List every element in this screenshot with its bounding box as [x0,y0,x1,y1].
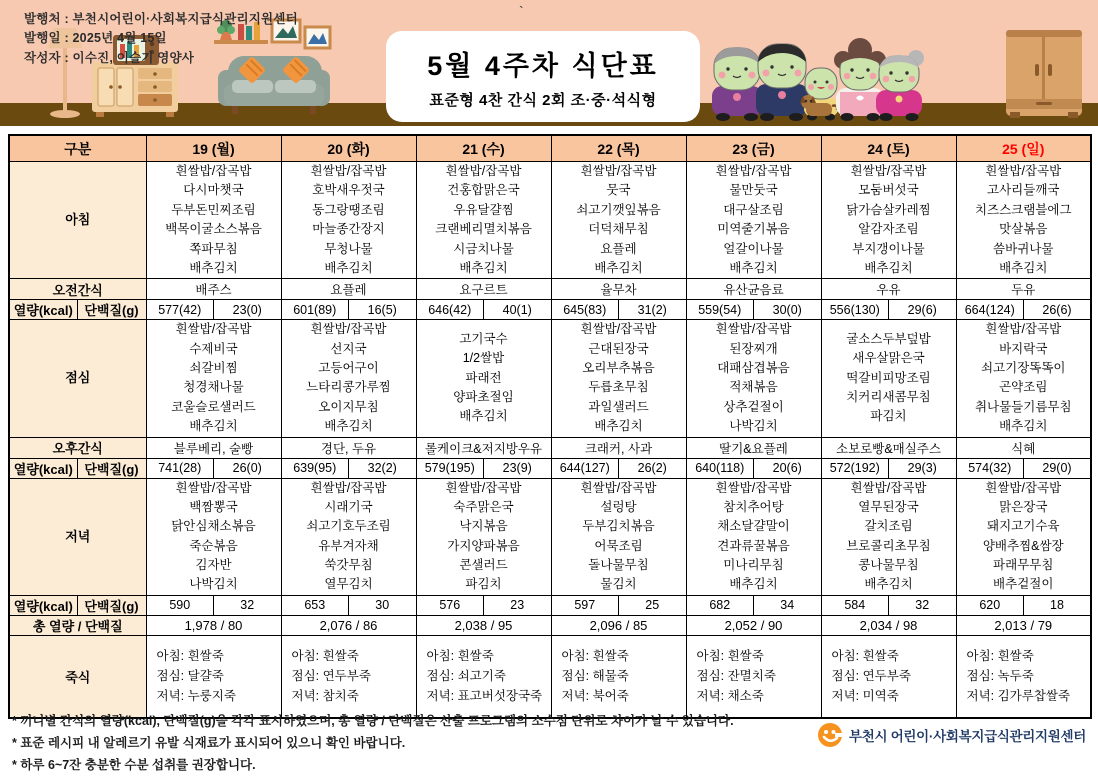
row-label-protein: 단백질(g) [77,300,146,320]
menu-line: 아침: 흰쌀죽 [291,649,359,664]
cell-lunch_protein: 32(2) [349,458,417,478]
cell-afternoon_snack: 소보로빵&매실주스 [821,437,956,458]
menu-line: 흰쌀밥/잡곡밥 [580,164,657,178]
cell-lunch_protein: 26(2) [619,458,687,478]
cell-lunch_kcal: 572(192) [821,458,889,478]
menu-line: 나박김치 [729,419,778,434]
menu-line: 근대된장국 [588,341,649,356]
menu-line: 저녁: 김가루찹쌀죽 [966,689,1071,704]
cell-dinner_kcal: 576 [416,595,484,615]
menu-line: 아침: 흰쌀죽 [561,649,629,664]
header-banner [0,0,1098,126]
cell-dinner [956,478,1091,595]
menu-line: 흰쌀밥/잡곡밥 [850,480,927,495]
menu-line: 배추김치 [189,419,238,434]
cell-dinner_protein: 18 [1024,595,1092,615]
menu-line: 배추김치 [999,260,1048,275]
menu-line: 떡갈비피망조림 [846,370,931,385]
menu-line: 나박김치 [189,577,238,592]
cell-dinner_kcal: 584 [821,595,889,615]
cell-dinner_protein: 25 [619,595,687,615]
menu-line: 숙주맑은국 [453,499,514,514]
cell-total: 2,096 / 85 [551,615,686,635]
menu-line: 어묵조림 [594,538,643,553]
menu-line: 뭇국 [606,183,631,198]
cell-porridge [821,635,956,718]
menu-line: 무청나물 [324,241,373,256]
menu-line: 오리부추볶음 [582,361,655,375]
menu-line: 낙지볶음 [459,519,508,534]
menu-line: 흰쌀밥/잡곡밥 [175,164,252,178]
cell-afternoon_snack: 딸기&요플레 [686,437,821,458]
menu-line: 오이지무침 [318,399,379,414]
menu-line: 다시마챗국 [183,183,244,198]
menu-line: 쇠갈비찜 [189,361,238,375]
menu-line: 고기국수 [459,331,508,346]
publication-info [24,10,298,68]
cell-lunch [821,320,956,437]
menu-line: 흰쌀밥/잡곡밥 [985,164,1062,178]
stray-mark: ` [519,3,524,19]
cell-dinner_kcal: 620 [956,595,1024,615]
menu-line: 흰쌀밥/잡곡밥 [715,164,792,178]
menu-line: 열무된장국 [858,499,919,514]
cell-dinner_kcal: 653 [281,595,349,615]
cell-total: 2,052 / 90 [686,615,821,635]
row-label-morning_snack: 오전간식 [9,279,146,300]
cell-afternoon_snack: 크래커, 사과 [551,437,686,458]
menu-line: 미역줄기볶음 [717,222,790,237]
cell-lunch_kcal: 644(127) [551,458,619,478]
cell-porridge [956,635,1091,718]
menu-line: 대구살조림 [723,202,784,217]
menu-line: 수제비국 [189,341,238,356]
page-subtitle: 표준형 4찬 간식 2회 조·중·석식형 [429,91,657,109]
cell-breakfast [956,162,1091,279]
menu-line: 쑥갓무침 [324,558,373,572]
cell-dinner [821,478,956,595]
cell-morning_snack: 율무차 [551,279,686,300]
day-header-cell: 24 (토) [821,135,956,162]
menu-line: 양배추찜&쌈장 [982,538,1064,553]
footnote: * 끼니별 간식의 열량(kcal), 단백질(g)을 각각 표시하였으며, 총 열량 / 단백질은 산출 프로그램의 소수점 단위로 차이가 날 수 있습니다. [12,714,734,728]
cell-breakfast [686,162,821,279]
menu-line: 닭안심채소볶음 [171,519,256,534]
menu-line: 마늘종간장지 [312,222,385,237]
menu-line: 물만둣국 [729,183,778,198]
menu-line: 바지락국 [999,341,1048,356]
menu-line: 배추김치 [594,260,643,275]
cell-afternoon_snack: 식혜 [956,437,1091,458]
menu-line: 저녁: 미역죽 [831,689,899,704]
menu-line: 두부돈민찌조림 [171,202,256,217]
menu-line: 점심: 잔멸치죽 [696,669,776,684]
cell-morning_snack: 우유 [821,279,956,300]
menu-line: 상추겉절이 [723,399,784,414]
cell-dinner_protein: 32 [889,595,957,615]
menu-line: 배추김치 [189,260,238,275]
menu-line: 가지양파볶음 [447,538,520,553]
menu-line: 배추김치 [864,260,913,275]
cell-dinner_kcal: 682 [686,595,754,615]
cell-dinner_protein: 23 [484,595,552,615]
menu-line: 배추김치 [729,260,778,275]
corner-header-cell: 구분 [9,135,146,162]
menu-line: 알감자조림 [858,222,919,237]
menu-line: 견과류꿀볶음 [717,538,790,553]
menu-line: 흰쌀밥/잡곡밥 [715,480,792,495]
cell-lunch_protein: 20(6) [754,458,822,478]
cell-breakfast_protein: 16(5) [349,300,417,320]
cell-breakfast_kcal: 556(130) [821,300,889,320]
menu-line: 흰쌀밥/잡곡밥 [850,164,927,178]
cell-lunch_kcal: 640(118) [686,458,754,478]
cell-lunch_kcal: 579(195) [416,458,484,478]
day-header-cell: 19 (월) [146,135,281,162]
menu-line: 배추겉절이 [993,577,1054,592]
cell-breakfast [281,162,416,279]
menu-line: 1/2쌀밥 [462,351,505,366]
author-line: 작성자 : 이수진, 이슬기 영양사 [24,50,195,65]
menu-line: 쇠고기호두조림 [306,519,391,534]
menu-line: 흰쌀밥/잡곡밥 [985,322,1062,337]
cell-breakfast_protein: 30(0) [754,300,822,320]
menu-line: 아침: 흰쌀죽 [831,649,899,664]
menu-line: 흰쌀밥/잡곡밥 [310,480,387,495]
cell-lunch [146,320,281,437]
menu-line: 흰쌀밥/잡곡밥 [985,480,1062,495]
cell-lunch [686,320,821,437]
menu-line: 우유달걀찜 [453,202,514,217]
cell-total: 2,076 / 86 [281,615,416,635]
menu-line: 콩나물무침 [858,558,919,572]
menu-line: 요플레 [600,241,637,256]
cell-lunch_protein: 29(3) [889,458,957,478]
menu-line: 맑은장국 [999,499,1048,514]
menu-line: 콘샐러드 [459,558,508,572]
menu-line: 곤약조림 [999,380,1048,395]
family-illustration [712,38,924,121]
menu-line: 채소달걀말이 [717,519,790,534]
day-header-cell: 21 (수) [416,135,551,162]
weekly-menu-table [8,134,1092,719]
cell-dinner [686,478,821,595]
cell-lunch_protein: 29(0) [1024,458,1092,478]
cell-morning_snack: 유산균음료 [686,279,821,300]
row-label-kcal: 열량(kcal) [9,595,77,615]
menu-line: 얼갈이나물 [723,241,784,256]
menu-line: 흰쌀밥/잡곡밥 [175,480,252,495]
cabinet-icon [92,62,178,117]
cell-dinner_protein: 30 [349,595,417,615]
cell-morning_snack: 두유 [956,279,1091,300]
menu-line: 설렁탕 [600,499,637,514]
cell-lunch [551,320,686,437]
menu-line: 물김치 [600,577,637,592]
menu-line: 아침: 흰쌀죽 [966,649,1034,664]
publish-date-line: 발행일 : 2025년 4월 15일 [24,31,167,46]
cell-breakfast_kcal: 559(54) [686,300,754,320]
cell-lunch_kcal: 574(32) [956,458,1024,478]
cell-breakfast [146,162,281,279]
menu-line: 양파초절임 [453,390,514,405]
menu-line: 열무김치 [324,577,373,592]
cell-morning_snack: 요구르트 [416,279,551,300]
menu-line: 치커리새콤무침 [846,390,931,405]
menu-line: 두릅초무침 [588,380,649,395]
menu-line: 갈치조림 [864,519,913,534]
menu-line: 배추김치 [729,577,778,592]
cell-afternoon_snack: 경단, 두유 [281,437,416,458]
menu-line: 파래무무침 [993,558,1054,572]
cell-dinner [281,478,416,595]
menu-line: 대패삼겹볶음 [717,361,790,375]
menu-line: 고등어구이 [318,361,379,375]
row-label-afternoon_snack: 오후간식 [9,437,146,458]
menu-line: 건홍합맑은국 [447,183,520,198]
menu-line: 쇠고기장똑똑이 [980,361,1066,375]
cell-breakfast [416,162,551,279]
menu-line: 쪽파무침 [189,241,238,256]
menu-line: 크랜베리멸치볶음 [435,222,532,237]
cell-lunch_protein: 23(9) [484,458,552,478]
cell-lunch_kcal: 741(28) [146,458,214,478]
cell-afternoon_snack: 블루베리, 술빵 [146,437,281,458]
day-header-cell: 23 (금) [686,135,821,162]
menu-line: 배추김치 [459,260,508,275]
cell-lunch [416,320,551,437]
publisher-line: 발행처 : 부천시어린이·사회복지급식관리지원센터 [24,12,298,26]
footnote: * 하루 6~7잔 충분한 수분 섭취를 권장합니다. [12,757,256,772]
menu-line: 취나물들기름무침 [974,399,1072,414]
menu-line: 시금치나물 [453,241,514,256]
cell-breakfast [821,162,956,279]
cell-dinner [551,478,686,595]
menu-line: 적채볶음 [729,380,778,395]
menu-line: 점심: 해물죽 [561,669,629,684]
menu-line: 배추김치 [594,419,643,434]
menu-line: 씀바귀나물 [993,241,1054,256]
menu-line: 선지국 [330,341,367,356]
menu-line: 배추김치 [459,409,508,424]
menu-line: 아침: 흰쌀죽 [426,649,494,664]
footnote: * 표준 레시피 내 알레르기 유발 식재료가 표시되어 있으니 확인 바랍니다. [12,735,406,750]
menu-line: 흰쌀밥/잡곡밥 [175,322,252,337]
row-label-breakfast: 아침 [9,162,146,279]
cell-morning_snack: 요플레 [281,279,416,300]
menu-line: 점심: 녹두죽 [966,669,1034,684]
center-logo [817,722,1086,748]
menu-line: 배추김치 [999,419,1048,434]
menu-line: 흰쌀밥/잡곡밥 [445,480,522,495]
row-label-protein: 단백질(g) [77,595,146,615]
menu-line: 배추김치 [324,260,373,275]
cell-porridge [146,635,281,718]
logo-text: 부천시 어린이·사회복지급식관리지원센터 [849,729,1086,744]
cell-breakfast_protein: 26(6) [1024,300,1092,320]
menu-line: 흰쌀밥/잡곡밥 [715,322,792,337]
cell-porridge [686,635,821,718]
cell-breakfast_kcal: 577(42) [146,300,214,320]
row-label-protein: 단백질(g) [77,458,146,478]
cell-breakfast_kcal: 601(89) [281,300,349,320]
menu-line: 닭가슴살카레찜 [846,202,931,217]
cell-breakfast [551,162,686,279]
cell-total: 2,013 / 79 [956,615,1091,635]
menu-line: 흰쌀밥/잡곡밥 [580,322,657,337]
menu-line: 치즈스크램블에그 [974,202,1072,217]
menu-line: 점심: 연두부죽 [291,669,371,684]
row-label-kcal: 열량(kcal) [9,300,77,320]
day-header-cell: 20 (화) [281,135,416,162]
menu-line: 미나리무침 [723,558,784,572]
menu-line: 흰쌀밥/잡곡밥 [310,322,387,337]
cell-dinner_protein: 34 [754,595,822,615]
menu-line: 부지갱이나물 [852,241,925,256]
menu-line: 배추김치 [324,419,373,434]
menu-line: 동그랑땡조림 [312,202,385,217]
menu-line: 쇠고기깻잎볶음 [576,202,661,217]
cell-morning_snack: 배주스 [146,279,281,300]
cell-total: 1,978 / 80 [146,615,281,635]
menu-line: 호박새우젓국 [312,183,385,198]
menu-line: 점심: 쇠고기죽 [426,669,506,684]
menu-line: 파김치 [870,409,907,424]
cell-breakfast_kcal: 645(83) [551,300,619,320]
cell-breakfast_protein: 23(0) [214,300,282,320]
cell-porridge [281,635,416,718]
menu-line: 시래기국 [324,499,373,514]
menu-line: 맛살볶음 [999,222,1048,237]
cell-porridge [416,635,551,718]
cell-breakfast_kcal: 664(124) [956,300,1024,320]
cell-dinner [416,478,551,595]
cell-dinner_kcal: 590 [146,595,214,615]
cell-lunch [956,320,1091,437]
menu-line: 아침: 흰쌀죽 [696,649,764,664]
wardrobe-icon [1006,30,1082,118]
cell-breakfast_protein: 31(2) [619,300,687,320]
menu-line: 흰쌀밥/잡곡밥 [310,164,387,178]
title-box [386,31,700,122]
menu-line: 백목이굴소스볶음 [165,222,262,237]
menu-line: 된장찌개 [729,341,778,356]
cell-lunch_protein: 26(0) [214,458,282,478]
cell-afternoon_snack: 롤케이크&저지방우유 [416,437,551,458]
menu-line: 파래전 [465,370,502,385]
cell-lunch [281,320,416,437]
menu-line: 과일샐러드 [588,399,649,414]
menu-line: 김자반 [195,558,232,572]
menu-line: 흰쌀밥/잡곡밥 [580,480,657,495]
cell-dinner_kcal: 597 [551,595,619,615]
menu-line: 느타리콩가루찜 [306,380,391,395]
menu-line: 참치추어탕 [723,499,784,514]
menu-line: 저녁: 참치죽 [291,689,359,704]
menu-line: 굴소스두부덮밥 [846,331,931,346]
day-header-cell: 25 (일) [956,135,1091,162]
row-label-dinner: 저녁 [9,478,146,595]
menu-line: 백짬뽕국 [189,499,238,514]
menu-line: 유부겨자채 [318,538,379,553]
menu-line: 브로콜리초무침 [846,538,931,553]
cell-breakfast_kcal: 646(42) [416,300,484,320]
menu-line: 저녁: 누룽지죽 [156,689,236,704]
menu-line: 저녁: 표고버섯장국죽 [426,689,543,704]
cell-dinner [146,478,281,595]
row-label-porridge: 죽식 [9,635,146,718]
cell-total: 2,034 / 98 [821,615,956,635]
menu-line: 고사리들깨국 [987,183,1060,198]
menu-line: 두부김치볶음 [582,519,655,534]
menu-line: 더덕채무침 [588,222,649,237]
menu-line: 죽순볶음 [189,538,238,553]
row-label-kcal: 열량(kcal) [9,458,77,478]
menu-line: 저녁: 북어죽 [561,689,629,704]
day-header-cell: 22 (목) [551,135,686,162]
cell-breakfast_protein: 40(1) [484,300,552,320]
menu-line: 청경채나물 [183,380,244,395]
smiley-logo-icon [817,722,843,748]
cell-dinner_protein: 32 [214,595,282,615]
menu-line: 흰쌀밥/잡곡밥 [445,164,522,178]
cell-porridge [551,635,686,718]
menu-line: 배추김치 [864,577,913,592]
menu-line: 돼지고기수육 [987,519,1060,534]
menu-line: 아침: 흰쌀죽 [156,649,224,664]
row-label-total: 총 열량 / 단백질 [9,615,146,635]
page-title: 5월 4주차 식단표 [427,50,659,81]
menu-line: 돌나물무침 [588,558,649,572]
menu-line: 모둠버섯국 [858,183,919,198]
footnotes [12,712,734,777]
menu-line: 파김치 [465,577,502,592]
row-label-lunch: 점심 [9,320,146,437]
cell-total: 2,038 / 95 [416,615,551,635]
menu-line: 새우살맑은국 [852,351,925,366]
menu-line: 점심: 달걀죽 [156,669,224,684]
menu-line: 점심: 연두부죽 [831,669,911,684]
cell-lunch_kcal: 639(95) [281,458,349,478]
menu-line: 저녁: 채소죽 [696,689,764,704]
menu-line: 코울슬로샐러드 [171,399,256,414]
cell-breakfast_protein: 29(6) [889,300,957,320]
